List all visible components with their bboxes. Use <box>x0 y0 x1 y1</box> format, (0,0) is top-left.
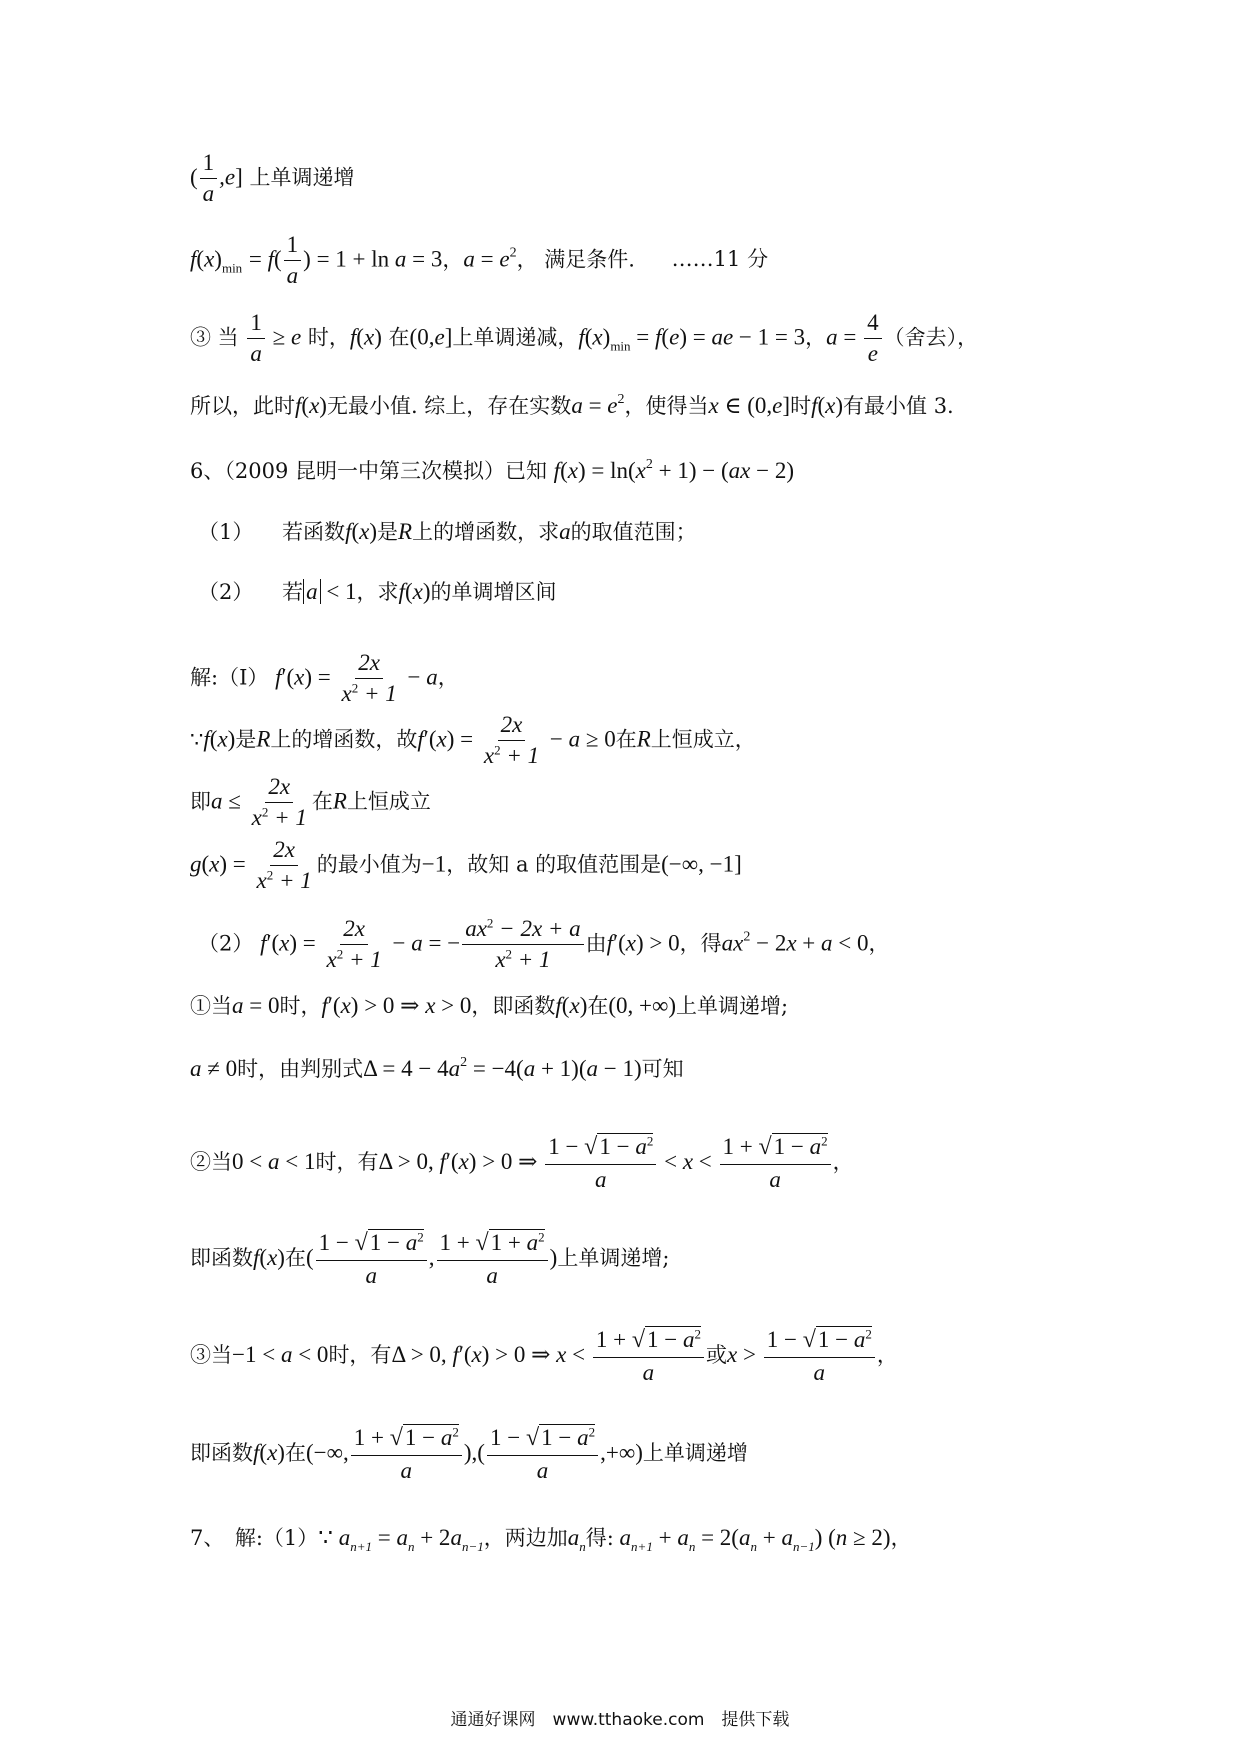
text-function-1: ，即函数 <box>471 994 556 1018</box>
case-1: ①当a = 0时，f′(x) > 0 ⇒ x > 0，即函数f(x)在(0, +∞)上单调递增; <box>190 993 789 1018</box>
text-solution: 解:（Ⅰ） <box>190 665 269 690</box>
text-case-1: ①当 <box>190 994 232 1018</box>
text-increasing-so: 上的增函数，故 <box>270 727 418 752</box>
problem-7-solution: 7、 解:（1）∵ $a_{n+1} = a_n + 2a_{n-1}$，两边加$a_n$得: $a_{n+1} + a_n = 2(a_n + a_{n-1}) (n \ge 2)$， <box>190 1525 912 1554</box>
text-when: 时， <box>307 325 350 350</box>
text-increasing-3: 上单调递增 <box>642 1441 748 1466</box>
line-min-value: $f(x)_{min} = f$( $\frac{1}{a}$ ) = 1 + ln a = 3，$a = e^2$， 满足条件. ……11 分 <box>190 232 769 289</box>
text-when-1: 时， <box>279 994 322 1018</box>
text-in-3: 在 <box>284 1441 306 1466</box>
text-case-2: ②当 <box>190 1150 232 1175</box>
text-increasing-1: 上单调递增; <box>676 994 789 1018</box>
line-case-3: ③ 当 $\frac{1}{a}$ ≥ e 时，f(x) 在(0,e]上单调递减，$f(x)_{min} = f(e)$ = ae − 1 = 3，a = $\frac{4}{e}$ （舍去）， <box>190 310 979 367</box>
text-get: ，得 <box>679 931 722 956</box>
text-ie: 即 <box>190 789 211 814</box>
solution-1-inequality: 即a ≤ $\frac{2x}{x^2 + 1}$ 在R上恒成立 <box>190 774 431 831</box>
text-such-that: ，使得当 <box>624 394 709 418</box>
text-case: ③ 当 <box>190 325 239 350</box>
text-has-min: 有最小值 3. <box>843 394 954 418</box>
text-comma-7: ， <box>890 1526 912 1550</box>
text-increasing: 上单调递增 <box>249 165 355 190</box>
text-function-3: 即函数 <box>190 1441 253 1466</box>
text-score: ……11 分 <box>671 247 769 272</box>
q1-number: （1） <box>198 520 254 544</box>
fraction-1-over-a: $\frac{1}{a}$ <box>200 150 218 208</box>
case-3-interval: 即函数f(x)在(−∞, $\frac{1 + √1 - a^2}{a}$ ),( $\frac{1 - √1 - a^2}{a}$ ,+∞)上单调递增 <box>190 1424 748 1483</box>
text-min-is: 的最小值为 <box>316 852 422 877</box>
text-comma-2: ， <box>832 1150 854 1175</box>
text-known: 可知 <box>641 1057 684 1081</box>
text-from: 由 <box>585 931 607 956</box>
problem-6-q2: （2） 若 a < 1，求f(x)的单调增区间 <box>198 579 557 604</box>
solution-1-derivative: 解:（Ⅰ） f′(x) = $\frac{2x}{x^2 + 1}$ − a， <box>190 650 459 707</box>
text-in-1: 在 <box>587 994 609 1018</box>
problem-6-q1: （1） 若函数f(x)是R上的增函数，求a的取值范围； <box>198 519 697 544</box>
text-since: ∵ <box>190 727 204 752</box>
page-footer: 通通好课网 www.tthaoke.com 提供下载 <box>450 1710 790 1730</box>
text-decreasing: 上单调递减， <box>452 325 579 350</box>
case-3: ③当−1 < a < 0时，有Δ > 0, f′(x) > 0 ⇒ x < $\frac{1 + √1 - a^2}{a}$ 或x > $\frac{1 - √1 - a^2}{a}$ ， <box>190 1326 898 1385</box>
text-so: 所以，此时 <box>190 394 295 418</box>
text-on-2: 在 <box>311 789 333 814</box>
q2-text-b: ，求 <box>356 580 399 604</box>
text-in-2: 在 <box>284 1246 306 1271</box>
text-discard: （舍去）， <box>883 325 979 350</box>
text-get-7: 得: <box>585 1526 614 1550</box>
q1-text-a: 若函数 <box>282 520 346 544</box>
text-time: 时 <box>790 394 812 418</box>
q2-text-a: 若 <box>282 580 304 604</box>
text-always-holds-2: 上恒成立 <box>346 789 431 814</box>
text-range-is: ，故知 a 的取值范围是 <box>446 852 662 877</box>
text-have-3: 时，有 <box>328 1343 392 1368</box>
q1-text-d: 的取值范围； <box>570 520 697 544</box>
text-condition: 满足条件. <box>544 247 635 272</box>
text-add-both: ，两边加 <box>483 1526 568 1550</box>
q2-number: （2） <box>198 580 254 604</box>
text-problem-7: 7、 解:（1） <box>190 1526 319 1550</box>
q1-text-c: 上的增函数，求 <box>412 520 560 544</box>
case-2-interval: 即函数f(x)在( $\frac{1 - √1 - a^2}{a}$ , $\frac{1 + √1 + a^2}{a}$ )上单调递增; <box>190 1229 670 1288</box>
problem-6-header: 6、（2009 昆明一中第三次模拟）已知 $f(x) = \ln(x^2 + 1) - (ax - 2)$ <box>190 457 794 483</box>
case-nonzero-discriminant: a ≠ 0时，由判别式$\Delta = 4 - 4a^2 = -4(a + 1)(a - 1)$可知 <box>190 1055 684 1081</box>
text-is: 是 <box>235 727 257 752</box>
case-2: ②当0 < a < 1时，有Δ > 0, f′(x) > 0 ⇒ $\frac{1 - √1 - a^2}{a}$ < x < $\frac{1 + √1 - a^2}{a}$ ， <box>190 1133 854 1192</box>
text-increasing-2: 上单调递增; <box>557 1246 670 1271</box>
text-discriminant: 时，由判别式 <box>237 1057 364 1081</box>
line-interval-increasing: ( $\frac{1}{a}$ ,e] 上单调递增 <box>190 150 355 207</box>
text-always-holds: 上恒成立， <box>650 727 756 752</box>
line-conclusion: 所以，此时f(x)无最小值. 综上，存在实数$a = e^2$，使得当x ∈ (0,e]时f(x)有最小值 3. <box>190 392 954 418</box>
q1-text-b: 是 <box>377 520 399 544</box>
text-comma-3: ， <box>876 1343 898 1368</box>
solution-1-range: g(x) = $\frac{2x}{x^2 + 1}$ 的最小值为−1，故知 a 的取值范围是(−∞, −1] <box>190 837 742 894</box>
solution-1-increasing: ∵f(x)是R上的增函数，故f′(x) = $\frac{2x}{x^2 + 1}$ − a ≥ 0在R上恒成立， <box>190 712 756 769</box>
text-part-2: （2） <box>198 931 254 956</box>
text-function-2: 即函数 <box>190 1246 253 1271</box>
text-or: 或 <box>706 1343 727 1368</box>
q2-text-c: 的单调增区间 <box>430 580 557 604</box>
text-have-2: 时，有 <box>315 1150 379 1175</box>
solution-2-derivative: （2） f′(x) = $\frac{2x}{x^2 + 1}$ − a = − $\frac{ax^2 - 2x + a}{x^2 + 1}$ 由f′(x) > 0，得$ax^2 - 2x + a < 0$， <box>198 915 890 973</box>
text-problem-6: 6、（2009 昆明一中第三次模拟）已知 <box>190 459 547 483</box>
text-no-min: 无最小值. 综上，存在实数 <box>326 394 572 418</box>
text-case-3: ③当 <box>190 1343 232 1368</box>
text-on: 在 <box>615 727 637 752</box>
